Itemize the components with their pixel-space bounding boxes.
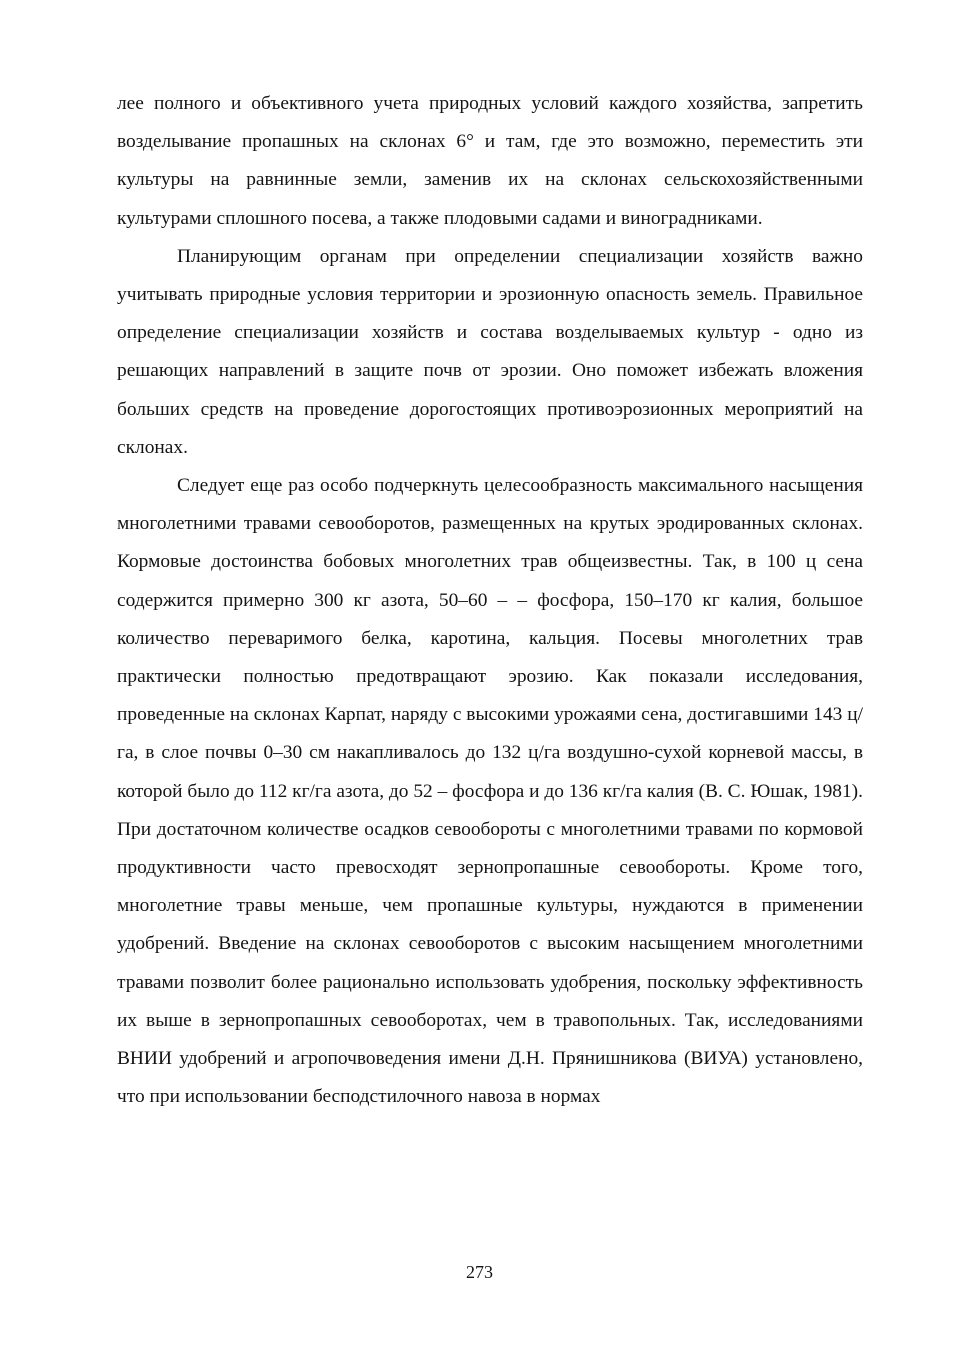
page-number: 273	[466, 1262, 493, 1282]
body-text	[117, 85, 863, 1116]
paragraph-perennial-grasses: Следует еще раз особо подчеркнуть целесообразность максимального насыщения многолетними травами севооборотов, размещенных на крутых эродированных склонах. Кормовые достоинства бобовых многолетних трав общеизвестны. Так, в 100 ц сена содержится примерно 300 кг азота, 50–60 – – фосфора, 150–170 кг калия, большое количество переваримого белка, каротина, кальция. Посевы многолетних трав практически полностью предотвращают эрозию. Как показали исследования, проведенные на склонах Карпат, наряду с высокими урожаями сена, достигавшими 143 ц/га, в слое почвы 0–30 см накапливалось до 132 ц/га воздушно-сухой корневой массы, в которой было до 112 кг/га азота, до 52 – фосфора и до 136 кг/га калия (В. С. Юшак, 1981). При достаточном количестве осадков севообороты с многолетними травами по кормовой продуктивности часто превосходят зернопропашные севообороты. Кроме того, многолетние травы меньше, чем пропашные культуры, нуждаются в применении удобрений. Введение на склонах севооборотов с высоким насыщением многолетними травами позволит более рационально использовать удобрения, поскольку эффективность их выше в зернопропашных севооборотах, чем в травопольных. Так, исследованиями ВНИИ удобрений и агропочвоведения имени Д.Н. Прянишникова (ВИУА) установлено, что при использовании бесподстилочного навоза в нормах	[117, 475, 863, 1108]
paragraph-continuation: лее полного и объективного учета природных условий каждого хозяйства, запретить возделывание пропашных на склонах 6° и там, где это возможно, переместить эти культуры на равнинные земли, заменив их на склонах сельскохозяйственными культурами сплошного посева, а также плодовыми садами и виноградниками.	[117, 93, 863, 229]
paragraph-planning: Планирующим органам при определении специализации хозяйств важно учитывать природные условия территории и эрозионную опасность земель. Правильное определение специализации хозяйств и состава возделываемых культур - одно из решающих направлений в защите почв от эрозии. Оно поможет избежать вложения больших средств на проведение дорогостоящих противоэрозионных мероприятий на склонах.	[117, 245, 863, 458]
